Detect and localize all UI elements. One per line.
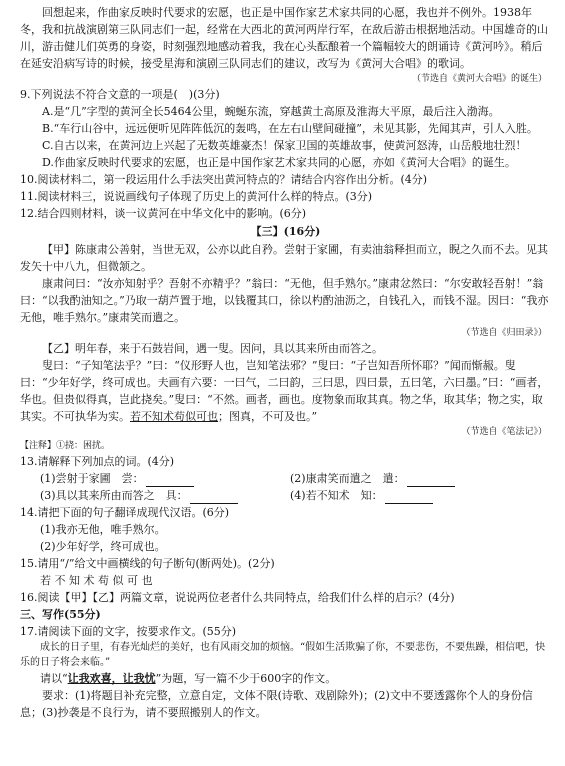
answer-blank[interactable] (190, 491, 238, 504)
passage-yi-p2 (20, 357, 551, 425)
q15-stem: 15.请用“/”给文中画横线的句子断句(断两处)。(2分) (20, 557, 275, 570)
q13-item-4: (4)若不知术 知： (290, 487, 490, 504)
answer-blank[interactable] (407, 474, 455, 487)
q9-option-d: D.作曲家反映时代要求的宏愿，也正是中国作家艺术家共同的心愿，亦如《黄河大合唱》的诞生。 (42, 156, 516, 169)
passage-jia-p1: 【甲】陈康肃公善射，当世无双，公亦以此自矜。尝射于家圃，有卖油翁释担而立，睨之久而不去。见其发矢十中八九，但微颔之。 (20, 243, 548, 273)
q9-option-a: A.是“几”字型的黄河全长5464公里，蜿蜒东流，穿越黄土高原及淮海大平原，最后注入渤海。 (42, 105, 500, 118)
q17-stem: 17.请阅读下面的文字，按要求作文。(55分) (20, 625, 237, 638)
q13-stem: 13.请解释下列加点的词。(4分) (20, 455, 175, 468)
q13-item-1: (1)尝射于家圃 尝： (40, 470, 290, 487)
underlined-sentence: 若不知术苟似可也 (130, 410, 218, 423)
essay-title-blank: 让我欢喜，让我忧 (67, 672, 156, 685)
passage-jia-citation: （节选自《归田录》） (461, 328, 547, 338)
question-16: 16.阅读【甲】【乙】两篇文章，说说两位老者什么共同特点，给我们什么样的启示？(4分) (20, 591, 455, 604)
q15-sentence: 若 不 知 术 苟 似 可 也 (40, 574, 153, 587)
passage-yi-p1: 【乙】明年春，来于石鼓岩间，遇一叟。因问，具以其来所由而答之。 (42, 342, 383, 355)
question-10: 10.阅读材料二，第一段运用什么手法突出黄河特点的？请结合内容作出分析。(4分) (20, 173, 428, 186)
writing-heading: 三、写作(55分) (20, 608, 101, 621)
writing-quote: 成长的日子里，有春光灿烂的美好，也有风雨交加的烦恼。“假如生活欺骗了你，不要悲伤，不要焦躁，相信吧，快乐的日子将会来临。” (20, 642, 546, 668)
question-11: 11.阅读材料三，说说画线句子体现了历史上的黄河什么样的特点。(3分) (20, 190, 373, 203)
q14-sentence-2: (2)少年好学，终可成也。 (40, 540, 166, 553)
material-citation: （节选自《黄河大合唱》的诞生） (411, 74, 547, 84)
q13-item-3: (3)具以其来所由而答之 具： (40, 487, 290, 504)
passage-jia-p2: 康肃问曰：“汝亦知射乎？吾射不亦精乎？”翁曰：“无他，但手熟尔。”康肃忿然曰：“尔安敢轻吾射！”翁曰：“以我酌油知之。”乃取一葫芦置于地，以钱覆其口，徐以杓酌油沥之，自钱孔入，而钱不湿。因曰：“我亦无他，唯手熟尔。”康肃笑而遣之。 (20, 277, 549, 324)
writing-requirements: 要求：(1)将题目补充完整，立意自定，文体不限(诗歌、戏剧除外)；(2)文中不要透露你个人的身份信息；(3)抄袭是不良行为，请不要照搬别人的作文。 (20, 689, 533, 719)
q13-item-2: (2)康肃笑而遣之 遣： (290, 470, 490, 487)
section-3-heading: 【三】(16分) (250, 225, 321, 238)
q9-option-b: B.“车行山谷中，远远便听见阵阵低沉的轰鸣，在左右山壁间碰撞”，未见其影，先闻其声，引人入胜。 (42, 122, 538, 135)
q14-sentence-1: (1)我亦无他，唯手熟尔。 (40, 523, 166, 536)
q9-stem: 9.下列说法不符合文意的一项是( )(3分) (20, 88, 220, 101)
passage-yi-citation: （节选自《笔法记》） (461, 427, 547, 437)
question-12: 12.结合四则材料，谈一议黄河在中华文化中的影响。(6分) (20, 207, 307, 220)
q9-option-c: C.自古以来，在黄河边上兴起了无数英雄豪杰！保家卫国的英雄故事，使黄河怒涛，山岳般地壮烈！ (42, 139, 527, 152)
q14-stem: 14.请把下面的句子翻译成现代汉语。(6分) (20, 506, 230, 519)
q13-items (40, 470, 510, 504)
passage-yi-p2c: ；图真，不可及也。” (218, 410, 318, 423)
material-paragraph: 回想起来，作曲家反映时代要求的宏愿，也正是中国作家艺术家共同的心愿，我也并不例外。1938年冬，我和抗战演剧第三队同志们一起，经常在大西北的黄河两岸行军，在敌后游击根据地活动。中国雄奇的山川，游击健儿们英勇的身姿，时刻强烈地感动着我，我在心头酝酿着一个篇幅较大的朗诵诗《黄河吟》。稍后在延安沿病写诗的时候，接受星海和演剧三队同志们的建议，改写为《黄河大合唱》的歌词。 (20, 6, 548, 70)
writing-task: 请以“让我欢喜，让我忧”为题，写一篇不少于600字的作文。 (40, 672, 337, 685)
passage-yi-p2a: 叟曰：“子知笔法乎？”曰：“仪形野人也，岂知笔法邪？”叟曰：“子岂知吾所怀耶？”闻而惭赧。叟曰：“少年好学，终可成也。夫画有六要：一曰气，二曰韵，三曰思，四曰景，五曰笔，六曰墨。”曰：“画者，华也。但贵似得真，岂此挠矣。”叟曰：“不然。画者，画也。度物象而取其真。物之华，取其华；物之实，取其实。不可执华为实。 (20, 359, 549, 423)
answer-blank[interactable] (385, 491, 433, 504)
question-9 (20, 86, 551, 171)
answer-blank[interactable] (146, 474, 194, 487)
annotation-note: 【注释】①挠：困扰。 (20, 441, 111, 451)
